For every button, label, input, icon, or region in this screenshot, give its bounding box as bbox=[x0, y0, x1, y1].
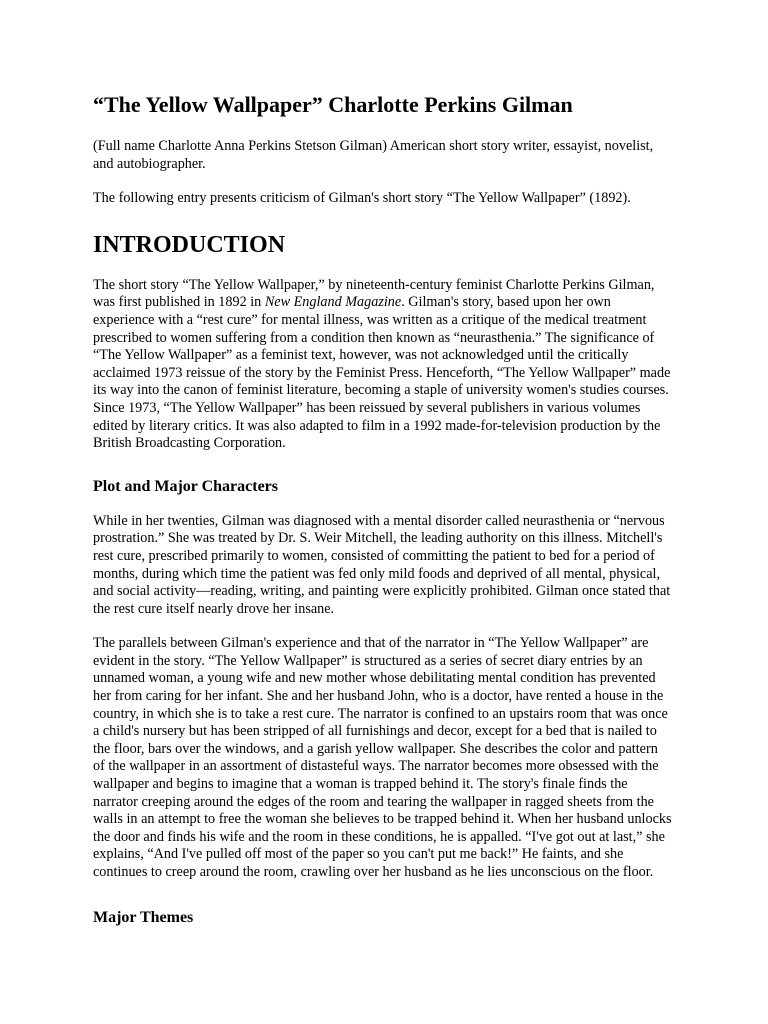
themes-heading: Major Themes bbox=[93, 908, 194, 926]
plot-paragraph-1: While in her twenties, Gilman was diagnosed with a mental disorder called neurasthenia or “nervous prostration.” She was treated by Dr. S. Weir Mitchell, the leading authority on this illness. Mitchell's rest cure, prescribed primarily to women, consisted of committing the patient to bed for a period of months, during which time the patient was fed only mild foods and deprived of all mental, physical, and social activity—reading, writing, and painting were explicitly prohibited. Gilman once stated that the rest cure itself nearly drove her insane. bbox=[93, 512, 671, 617]
plot-paragraph-2: The parallels between Gilman's experience and that of the narrator in “The Yellow Wallpaper” are evident in the story. “The Yellow Wallpaper” is structured as a series of secret diary entries by an unnamed woman, a young wife and new mother whose debilitating mental condition has prevented her from caring for her infant. She and her husband John, who is a doctor, have rented a house in the country, in which she is to take a rest cure. The narrator is confined to an upstairs room that was once a child's nursery but has been stripped of all furnishings and decor, except for a bed that is nailed to the floor, bars over the windows, and a garish yellow wallpaper. She describes the color and pattern of the wallpaper in an assortment of distasteful ways. The narrator becomes more obsessed with the wallpaper and begins to imagine that a woman is trapped behind it. The story's finale finds the narrator creeping around the edges of the room and tearing the wallpaper in ragged sheets from the walls in an attempt to free the woman she believes to be trapped behind it. When her husband unlocks the door and finds his wife and the room in these conditions, he is appalled. “I've got out at last,” she explains, “And I've pulled off most of the paper so you can't put me back!” He faints, and she continues to creep around the room, crawling over her husband as he lies unconscious on the floor. bbox=[93, 635, 672, 880]
introduction-text-end: . Gilman's story, based upon her own experience with a “rest cure” for mental illness, was written as a critique of the medical treatment prescribed to women suffering from a condition then known as “neurasthenia.” The significance of “The Yellow Wallpaper” as a feminist text, however, was not acknowledged until the critically acclaimed 1973 reissue of the story by the Feminist Press. Henceforth, “The Yellow Wallpaper” made its way into the canon of feminist literature, becoming a staple of university women's studies courses. Since 1973, “The Yellow Wallpaper” has been reissued by several publishers in various volumes edited by literary critics. It was also adapted to film in a 1992 made-for-television production by the British Broadcasting Corporation. bbox=[93, 294, 671, 452]
document-page bbox=[93, 90, 673, 944]
author-summary-paragraph: (Full name Charlotte Anna Perkins Stetson Gilman) American short story writer, essayist, novelist, and autobiographer. bbox=[93, 138, 654, 172]
introduction-text-start: The short story “The Yellow Wallpaper,” by nineteenth-century feminist Charlotte Perkins Gilman, was first published in 1892 in bbox=[93, 276, 655, 311]
plot-heading: Plot and Major Characters bbox=[93, 477, 278, 495]
magazine-title: New England Magazine bbox=[264, 294, 402, 311]
entry-description-paragraph: The following entry presents criticism of Gilman's short story “The Yellow Wallpaper” (1892). bbox=[93, 190, 631, 207]
introduction-heading: INTRODUCTION bbox=[93, 231, 286, 258]
introduction-paragraph bbox=[93, 277, 673, 453]
document-title: “The Yellow Wallpaper” Charlotte Perkins Gilman bbox=[93, 92, 573, 117]
